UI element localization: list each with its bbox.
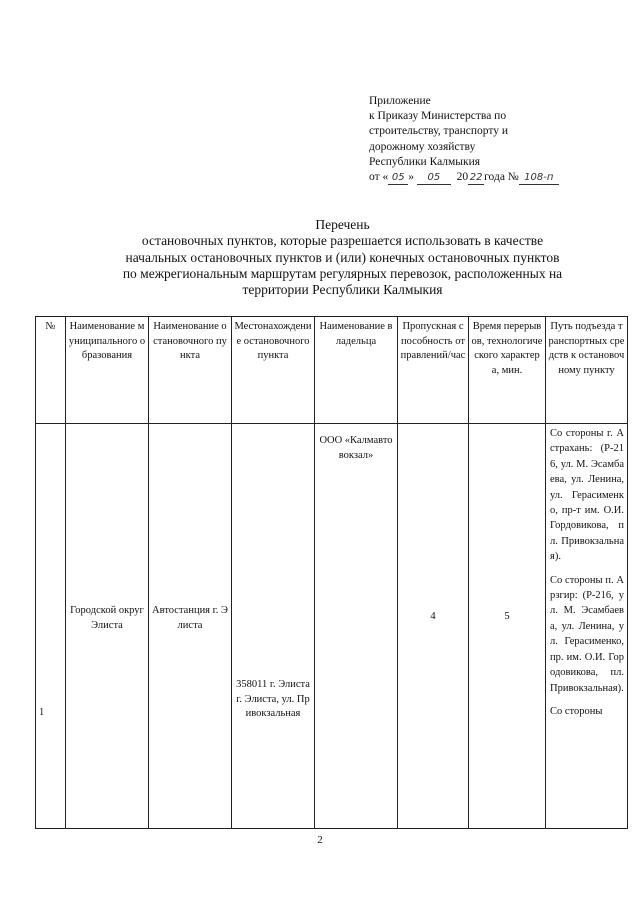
- appendix-line: дорожному хозяйству: [369, 140, 476, 153]
- path-from-astrakhan: Со стороны г. Астрахань: (Р-216, ул. М. Эсамбаева, ул. Ленина, ул. Герасименко, пр-т им. О.И. Гордовикова, пл. Привокзальная).: [550, 428, 624, 563]
- document-title: [60, 217, 625, 298]
- path-continued: Со стороны: [550, 705, 603, 717]
- cell-num: [36, 424, 66, 829]
- appendix-line: Приложение: [369, 95, 431, 107]
- handwritten-year: 22: [469, 172, 483, 184]
- handwritten-day: 05: [388, 172, 408, 185]
- title-line: начальных остановочных пунктов и (или) конечных остановочных пунктов: [125, 249, 560, 265]
- page-number: 2: [317, 834, 323, 846]
- col-header-owner: Наименование владельца: [315, 317, 398, 424]
- appendix-line: Республики Калмыкия: [369, 155, 481, 168]
- title-line: остановочных пунктов, которые разрешается использовать в качестве: [141, 233, 544, 249]
- appendix-block: [369, 94, 559, 185]
- table-row: [36, 424, 628, 829]
- owner-text: ООО «Калмавтовокзал»: [319, 435, 393, 461]
- year-word: года №: [484, 171, 519, 184]
- col-header-location: Местонахождение остановочного пункта: [232, 317, 315, 424]
- cell-municipality: [66, 424, 149, 829]
- cell-path: [546, 424, 628, 829]
- day-suffix: »: [408, 171, 414, 184]
- cell-location: [232, 424, 315, 829]
- col-header-stop-name: Наименование остановочного пункта: [149, 317, 232, 424]
- appendix-date-line: [369, 170, 559, 185]
- stop-name-text: Автостанция г. Элиста: [152, 605, 228, 631]
- location-text: 358011 г. Элиста г. Элиста, ул. Привокзальная: [236, 679, 310, 720]
- col-header-break-time: Время перерывов, технологического характера, мин.: [469, 317, 546, 424]
- path-from-arzgir: Со стороны п. Арзгир: (Р-216, ул. М. Эсамбаева, ул. Ленина, ул. Герасименко, пр. им. О.И. Городовикова, пл. Привокзальная).: [550, 574, 624, 694]
- title-heading: Перечень: [315, 217, 370, 232]
- cell-capacity: [398, 424, 469, 829]
- date-prefix: от «: [369, 171, 389, 184]
- break-time-value: 5: [504, 611, 510, 622]
- col-header-capacity: Пропускная способность отправлений/час: [398, 317, 469, 424]
- cell-stop-name: [149, 424, 232, 829]
- cell-break-time: [469, 424, 546, 829]
- appendix-line: строительству, транспорту и: [369, 125, 508, 138]
- table-header-row: [36, 317, 628, 424]
- year-prefix: 20: [456, 171, 469, 184]
- row-number: 1: [39, 707, 45, 718]
- municipality-text: Городской округ Элиста: [70, 605, 144, 631]
- stops-table: [35, 316, 628, 829]
- col-header-path: Путь подъезда транспортных средств к остановочному пункту: [546, 317, 628, 424]
- cell-owner: [315, 424, 398, 829]
- title-line: территории Республики Калмыкия: [242, 282, 443, 298]
- title-line: по межрегиональным маршрутам регулярных перевозок, расположенных на: [122, 265, 563, 281]
- handwritten-month: 05: [417, 172, 451, 185]
- col-header-municipality: Наименование муниципального образования: [66, 317, 149, 424]
- capacity-value: 4: [430, 611, 436, 622]
- handwritten-number: 108-п: [519, 172, 559, 185]
- col-header-num: №: [36, 317, 66, 424]
- appendix-line: к Приказу Министерства по: [369, 110, 507, 123]
